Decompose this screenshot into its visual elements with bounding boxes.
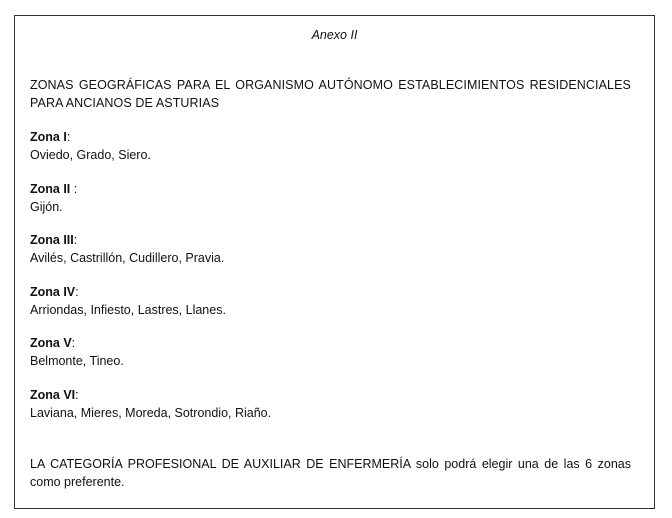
zone-label: Zona III xyxy=(30,233,74,247)
zone-localities: Arriondas, Infiesto, Lastres, Llanes. xyxy=(30,303,226,317)
zone-block-6 xyxy=(30,386,631,422)
document-frame xyxy=(14,15,655,509)
zone-block-1 xyxy=(30,128,631,164)
zone-block-5 xyxy=(30,334,631,370)
zone-localities: Avilés, Castrillón, Cudillero, Pravia. xyxy=(30,251,225,265)
zone-block-2 xyxy=(30,180,631,216)
zone-localities: Laviana, Mieres, Moreda, Sotrondio, Riaño. xyxy=(30,406,272,420)
zone-separator: : xyxy=(73,233,78,247)
zone-label: Zona II xyxy=(30,182,71,196)
document-heading: ZONAS GEOGRÁFICAS PARA EL ORGANISMO AUTÓNOMO ESTABLECIMIENTOS RESIDENCIALES PARA ANCIANOS DE ASTURIAS xyxy=(30,78,631,110)
zone-separator: : xyxy=(71,336,76,350)
zone-localities: Oviedo, Grado, Siero. xyxy=(30,148,151,162)
zone-label: Zona V xyxy=(30,336,72,350)
zone-block-4 xyxy=(30,283,631,319)
zone-block-3 xyxy=(30,231,631,267)
zone-separator: : xyxy=(66,130,71,144)
zone-label: Zona I xyxy=(30,130,67,144)
zone-separator: : xyxy=(70,182,78,196)
zone-localities: Gijón. xyxy=(30,200,63,214)
annex-title: Anexo II xyxy=(311,28,358,42)
zone-separator: : xyxy=(75,388,79,402)
zone-label: Zona IV xyxy=(30,285,76,299)
footer-note: LA CATEGORÍA PROFESIONAL DE AUXILIAR DE ENFERMERÍA solo podrá elegir una de las 6 zonas como preferente. xyxy=(30,457,631,489)
zone-label: Zona VI xyxy=(30,388,76,402)
zone-separator: : xyxy=(75,285,79,299)
zone-localities: Belmonte, Tineo. xyxy=(30,354,124,368)
